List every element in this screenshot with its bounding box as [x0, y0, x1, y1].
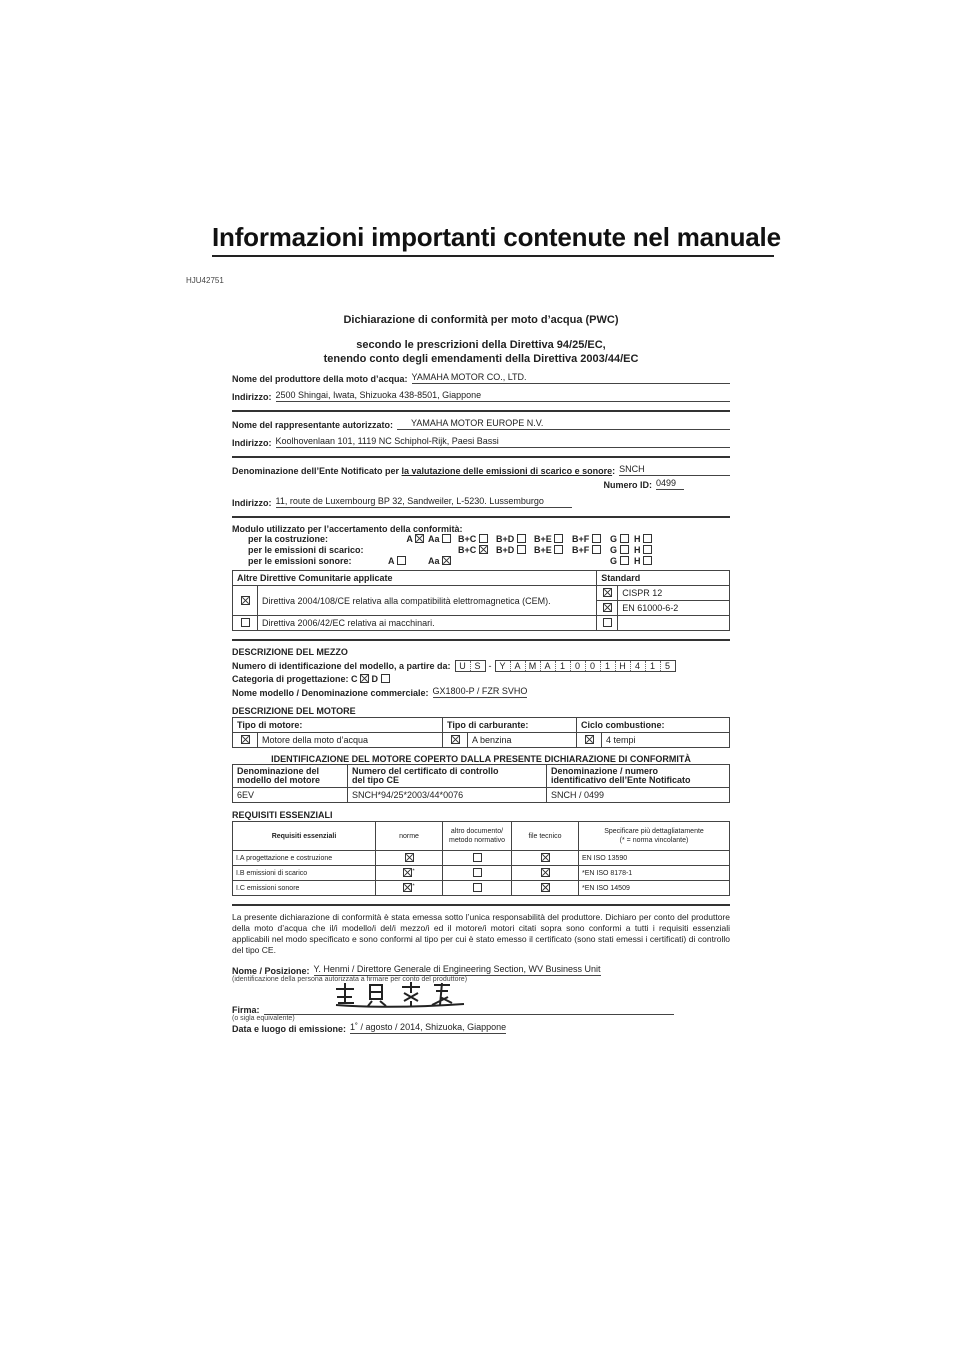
checkbox-empty-icon — [620, 534, 629, 543]
notified-body-label — [232, 466, 615, 476]
table-cell: *EN ISO 14509 — [579, 881, 730, 896]
checkbox-empty-icon — [643, 534, 652, 543]
module-option-a: A — [388, 556, 428, 566]
category-label: Categoria di progettazione: C — [232, 674, 358, 684]
module-option-g: G — [610, 556, 634, 566]
separator — [232, 904, 730, 906]
table-header-cell: Denominazione / numero identificativo dell’Ente Notificato — [547, 765, 730, 788]
checkbox-checked-icon — [403, 868, 415, 877]
signatory-name-row — [232, 964, 730, 976]
checkbox-checked-icon — [405, 853, 414, 862]
table-cell — [376, 881, 443, 896]
table-header-cell: Altre Direttive Comunitarie applicate — [233, 571, 597, 586]
table-cell: 4 tempi — [602, 733, 730, 748]
checkbox-checked-icon — [360, 674, 369, 683]
checkbox-checked-icon — [415, 534, 424, 543]
module-row-exhaust-label: per le emissioni di scarico: — [248, 545, 364, 555]
module-row-construction-label: per la costruzione: — [248, 534, 329, 544]
checkbox-empty-icon — [473, 868, 482, 877]
signature-label: Firma: — [232, 1005, 260, 1015]
checkbox-empty-icon — [473, 883, 482, 892]
separator — [232, 516, 730, 518]
signature-row — [232, 1001, 730, 1015]
module-option-bc: B+C — [458, 534, 496, 544]
table-row — [233, 851, 730, 866]
table-cell — [618, 616, 730, 631]
table-row — [233, 788, 730, 803]
representative-address-value: Koolhovenlaan 101, 1119 NC Schiphol-Rijk, Paesi Bassi — [276, 436, 731, 448]
vin-prefix — [455, 660, 486, 672]
date-row — [232, 1022, 730, 1034]
vin-char: 0 — [571, 661, 586, 671]
manufacturer-address-row — [232, 390, 730, 402]
table-row — [233, 733, 730, 748]
table-cell: CISPR 12 — [618, 586, 730, 601]
signatory-name-label: Nome / Posizione: — [232, 966, 310, 976]
table-cell: Direttiva 2004/108/CE relativa alla compatibilità elettromagnetica (CEM). — [258, 586, 597, 616]
representative-address-label: Indirizzo: — [232, 438, 272, 448]
category-row — [232, 674, 730, 684]
table-header-cell: Tipo di carburante: — [443, 718, 577, 733]
signature-note: (o sigla equivalente) — [232, 1015, 295, 1022]
engine-id-heading: IDENTIFICAZIONE DEL MOTORE COPERTO DALLA PRESENTE DICHIARAZIONE DI CONFORMITÀ — [271, 754, 691, 764]
page-title: Informazioni importanti contenute nel manuale — [212, 222, 781, 252]
module-option-g: G — [610, 545, 634, 555]
table-header-row — [233, 571, 730, 586]
table-header-cell: norme — [376, 822, 443, 851]
notified-body-name-value: SNCH — [619, 464, 730, 476]
representative-name-row — [232, 418, 730, 430]
table-cell: I.C emissioni sonore — [233, 881, 376, 896]
vin-label: Numero di identificazione del modello, a partire da: — [232, 661, 451, 671]
checkbox-checked-icon — [241, 735, 250, 744]
table-header-cell: Numero del certificato di controllo del tipo CE — [348, 765, 547, 788]
checkbox-checked-icon — [479, 545, 488, 554]
model-label: Nome modello / Denominazione commerciale: — [232, 688, 429, 698]
table-header-cell: Tipo di motore: — [233, 718, 443, 733]
checkbox-empty-icon — [241, 618, 250, 627]
module-option-bc: B+C — [458, 545, 496, 555]
vin-char: U — [456, 661, 471, 671]
module-option-bd: B+D — [496, 545, 534, 555]
vin-char: 5 — [665, 661, 671, 671]
checkbox-checked-icon — [603, 603, 612, 612]
notified-body-id-value: 0499 — [656, 478, 684, 490]
checkbox-checked-icon — [241, 596, 250, 605]
table-cell — [512, 866, 579, 881]
table-cell — [443, 866, 512, 881]
module-option-g: G — [610, 534, 634, 544]
checkbox-empty-icon — [479, 534, 488, 543]
table-row — [233, 616, 730, 631]
required-star: * — [412, 883, 415, 890]
notified-body-id-label: Numero ID: — [603, 480, 652, 490]
manufacturer-address-label: Indirizzo: — [232, 392, 272, 402]
checkbox-checked-icon — [585, 735, 594, 744]
checkbox-empty-icon — [643, 545, 652, 554]
declaration-subheading-2: tenendo conto degli emendamenti della Direttiva 2003/44/EC — [323, 353, 639, 365]
table-cell: Motore della moto d’acqua — [258, 733, 443, 748]
category-d-label: D — [371, 674, 379, 684]
module-row-noise-label: per le emissioni sonore: — [248, 556, 352, 566]
table-cell — [233, 733, 258, 748]
separator — [232, 456, 730, 458]
conformity-statement: La presente dichiarazione di conformità è stata emessa sotto l’unica responsabilità del produttore. Dichiaro per conto del produttore della moto d’acqua che il/i modello/i del/i mezzo/i ed il motore/i motori citati sopra sono conformi a tutti i requisiti essenziali applicabili nel modo specificato e sono conformi al tipo per cui è stato emesso il certificato (sono stati emessi i certificati) di controllo del tipo CE. — [232, 912, 730, 955]
date-value: 1˚ / agosto / 2014, Shizuoka, Giappone — [350, 1022, 507, 1032]
vin-char: 1 — [646, 661, 661, 671]
module-option-h: H — [634, 556, 658, 566]
module-grid — [232, 534, 730, 566]
module-option-aa: Aa — [428, 534, 458, 544]
table-cell — [443, 733, 468, 748]
manufacturer-name-value: YAMAHA MOTOR CO., LTD. — [412, 372, 730, 384]
table-cell: EN ISO 13590 — [579, 851, 730, 866]
vin-char: 4 — [631, 661, 646, 671]
table-cell: EN 61000-6-2 — [618, 601, 730, 616]
vin-char: Y — [496, 661, 511, 671]
table-cell: 6EV — [233, 788, 348, 803]
checkbox-empty-icon — [592, 545, 601, 554]
model-value: GX1800-P / FZR SVHO — [432, 686, 528, 696]
manufacturer-name-label: Nome del produttore della moto d’acqua: — [232, 374, 408, 384]
engine-table — [232, 717, 730, 748]
table-header-cell: Requisiti essenziali — [233, 822, 376, 851]
other-directives-table — [232, 570, 730, 631]
vehicle-heading: DESCRIZIONE DEL MEZZO — [232, 647, 348, 657]
table-cell: I.B emissioni di scarico — [233, 866, 376, 881]
notified-body-id-row — [232, 478, 730, 490]
notified-body-address-value: 11, route de Luxembourg BP 32, Sandweiler, L-5230. Lussemburgo — [276, 496, 572, 508]
module-option-bf: B+F — [572, 545, 610, 555]
vin-dash: - — [488, 661, 492, 671]
notified-body-label-underlined: la valutazione delle emissioni di scarico e sonore — [401, 466, 613, 476]
table-header-cell: Standard — [597, 571, 730, 586]
checkbox-checked-icon — [541, 868, 550, 877]
table-cell: I.A progettazione e costruzione — [233, 851, 376, 866]
table-row — [233, 881, 730, 896]
table-cell — [233, 586, 258, 616]
vin-char: A — [511, 661, 526, 671]
checkbox-empty-icon — [603, 618, 612, 627]
signature-image — [332, 979, 472, 1009]
notified-body-row — [232, 464, 730, 476]
table-cell — [376, 851, 443, 866]
declaration-subheading-1: secondo le prescrizioni della Direttiva 94/25/EC, — [356, 339, 606, 351]
checkbox-empty-icon — [554, 545, 563, 554]
table-cell — [512, 881, 579, 896]
vin-chars — [495, 660, 676, 672]
notified-body-address-label: Indirizzo: — [232, 498, 272, 508]
requirements-heading: REQUISITI ESSENZIALI — [232, 810, 333, 820]
table-header-cell: altro documento/ metodo normativo — [443, 822, 512, 851]
table-header-cell: Specificare più dettagliatamente (* = norma vincolante) — [579, 822, 730, 851]
table-row — [233, 866, 730, 881]
vin-char: 0 — [586, 661, 601, 671]
checkbox-empty-icon — [643, 556, 652, 565]
table-header-row — [233, 822, 730, 851]
table-header-row — [233, 765, 730, 788]
checkbox-checked-icon — [603, 588, 612, 597]
module-option-bd: B+D — [496, 534, 534, 544]
module-option-be: B+E — [534, 545, 572, 555]
table-header-row — [233, 718, 730, 733]
signatory-name-note: (identificazione della persona autorizzata a firmare per conto del produttore) — [232, 976, 468, 983]
table-header-cell: Ciclo combustione: — [577, 718, 730, 733]
checkbox-checked-icon — [541, 853, 550, 862]
separator — [232, 639, 730, 641]
declaration-heading: Dichiarazione di conformità per moto d’acqua (PWC) — [343, 314, 619, 326]
table-cell: A benzina — [468, 733, 577, 748]
table-cell — [512, 851, 579, 866]
checkbox-checked-icon — [442, 556, 451, 565]
module-label: Modulo utilizzato per l’accertamento della conformità: — [232, 524, 463, 534]
table-cell: Direttiva 2006/42/EC relativa ai macchinari. — [258, 616, 597, 631]
representative-name-value: YAMAHA MOTOR EUROPE N.V. — [397, 418, 730, 430]
vin-char: S — [474, 661, 481, 671]
checkbox-empty-icon — [381, 674, 390, 683]
module-option-aa: Aa — [428, 556, 458, 566]
separator — [232, 410, 730, 412]
checkbox-checked-icon — [403, 883, 415, 892]
checkbox-empty-icon — [620, 545, 629, 554]
table-cell: SNCH*94/25*2003/44*0076 — [348, 788, 547, 803]
date-label: Data e luogo di emissione: — [232, 1024, 347, 1034]
engine-id-table — [232, 764, 730, 803]
vin-char: M — [526, 661, 541, 671]
module-option-h: H — [634, 534, 658, 544]
checkbox-empty-icon — [397, 556, 406, 565]
manufacturer-name-row — [232, 372, 730, 384]
notified-body-label-colon: : — [612, 466, 616, 476]
checkbox-checked-icon — [541, 883, 550, 892]
table-header-cell: file tecnico — [512, 822, 579, 851]
module-option-h: H — [634, 545, 658, 555]
required-star: * — [412, 868, 415, 875]
checkbox-empty-icon — [442, 534, 451, 543]
table-header-cell: Denominazione del modello del motore — [233, 765, 348, 788]
table-cell: SNCH / 0499 — [547, 788, 730, 803]
representative-name-label: Nome del rappresentante autorizzato: — [232, 420, 394, 430]
checkbox-empty-icon — [517, 545, 526, 554]
requirements-table — [232, 821, 730, 896]
checkbox-empty-icon — [473, 853, 482, 862]
module-option-a: A — [388, 534, 428, 544]
table-row — [233, 586, 730, 601]
checkbox-empty-icon — [592, 534, 601, 543]
representative-address-row — [232, 436, 730, 448]
table-cell: *EN ISO 8178-1 — [579, 866, 730, 881]
declaration-sheet — [232, 314, 730, 1034]
vin-char: H — [616, 661, 631, 671]
table-cell — [233, 616, 258, 631]
checkbox-empty-icon — [620, 556, 629, 565]
module-option-bf: B+F — [572, 534, 610, 544]
model-row — [232, 686, 730, 698]
checkbox-checked-icon — [451, 735, 460, 744]
document-code: HJU42751 — [186, 276, 224, 285]
table-cell — [597, 616, 618, 631]
module-option-be: B+E — [534, 534, 572, 544]
notified-body-label-prefix: Denominazione dell’Ente Notificato per — [232, 466, 402, 476]
notified-body-address-row — [232, 496, 730, 508]
table-cell — [376, 866, 443, 881]
title-rule — [212, 255, 774, 257]
vin-char: A — [541, 661, 556, 671]
manufacturer-address-value: 2500 Shingai, Iwata, Shizuoka 438-8501, Giappone — [276, 390, 731, 402]
table-cell — [443, 881, 512, 896]
vin-char: 1 — [601, 661, 616, 671]
engine-heading: DESCRIZIONE DEL MOTORE — [232, 706, 356, 716]
table-cell — [577, 733, 602, 748]
vin-row — [232, 660, 730, 672]
table-cell — [597, 586, 618, 601]
signatory-name-value: Y. Henmi / Direttore Generale di Engineering Section, WV Business Unit — [313, 964, 601, 974]
table-cell — [443, 851, 512, 866]
checkbox-empty-icon — [554, 534, 563, 543]
checkbox-empty-icon — [517, 534, 526, 543]
vin-char: 1 — [556, 661, 571, 671]
table-cell — [597, 601, 618, 616]
